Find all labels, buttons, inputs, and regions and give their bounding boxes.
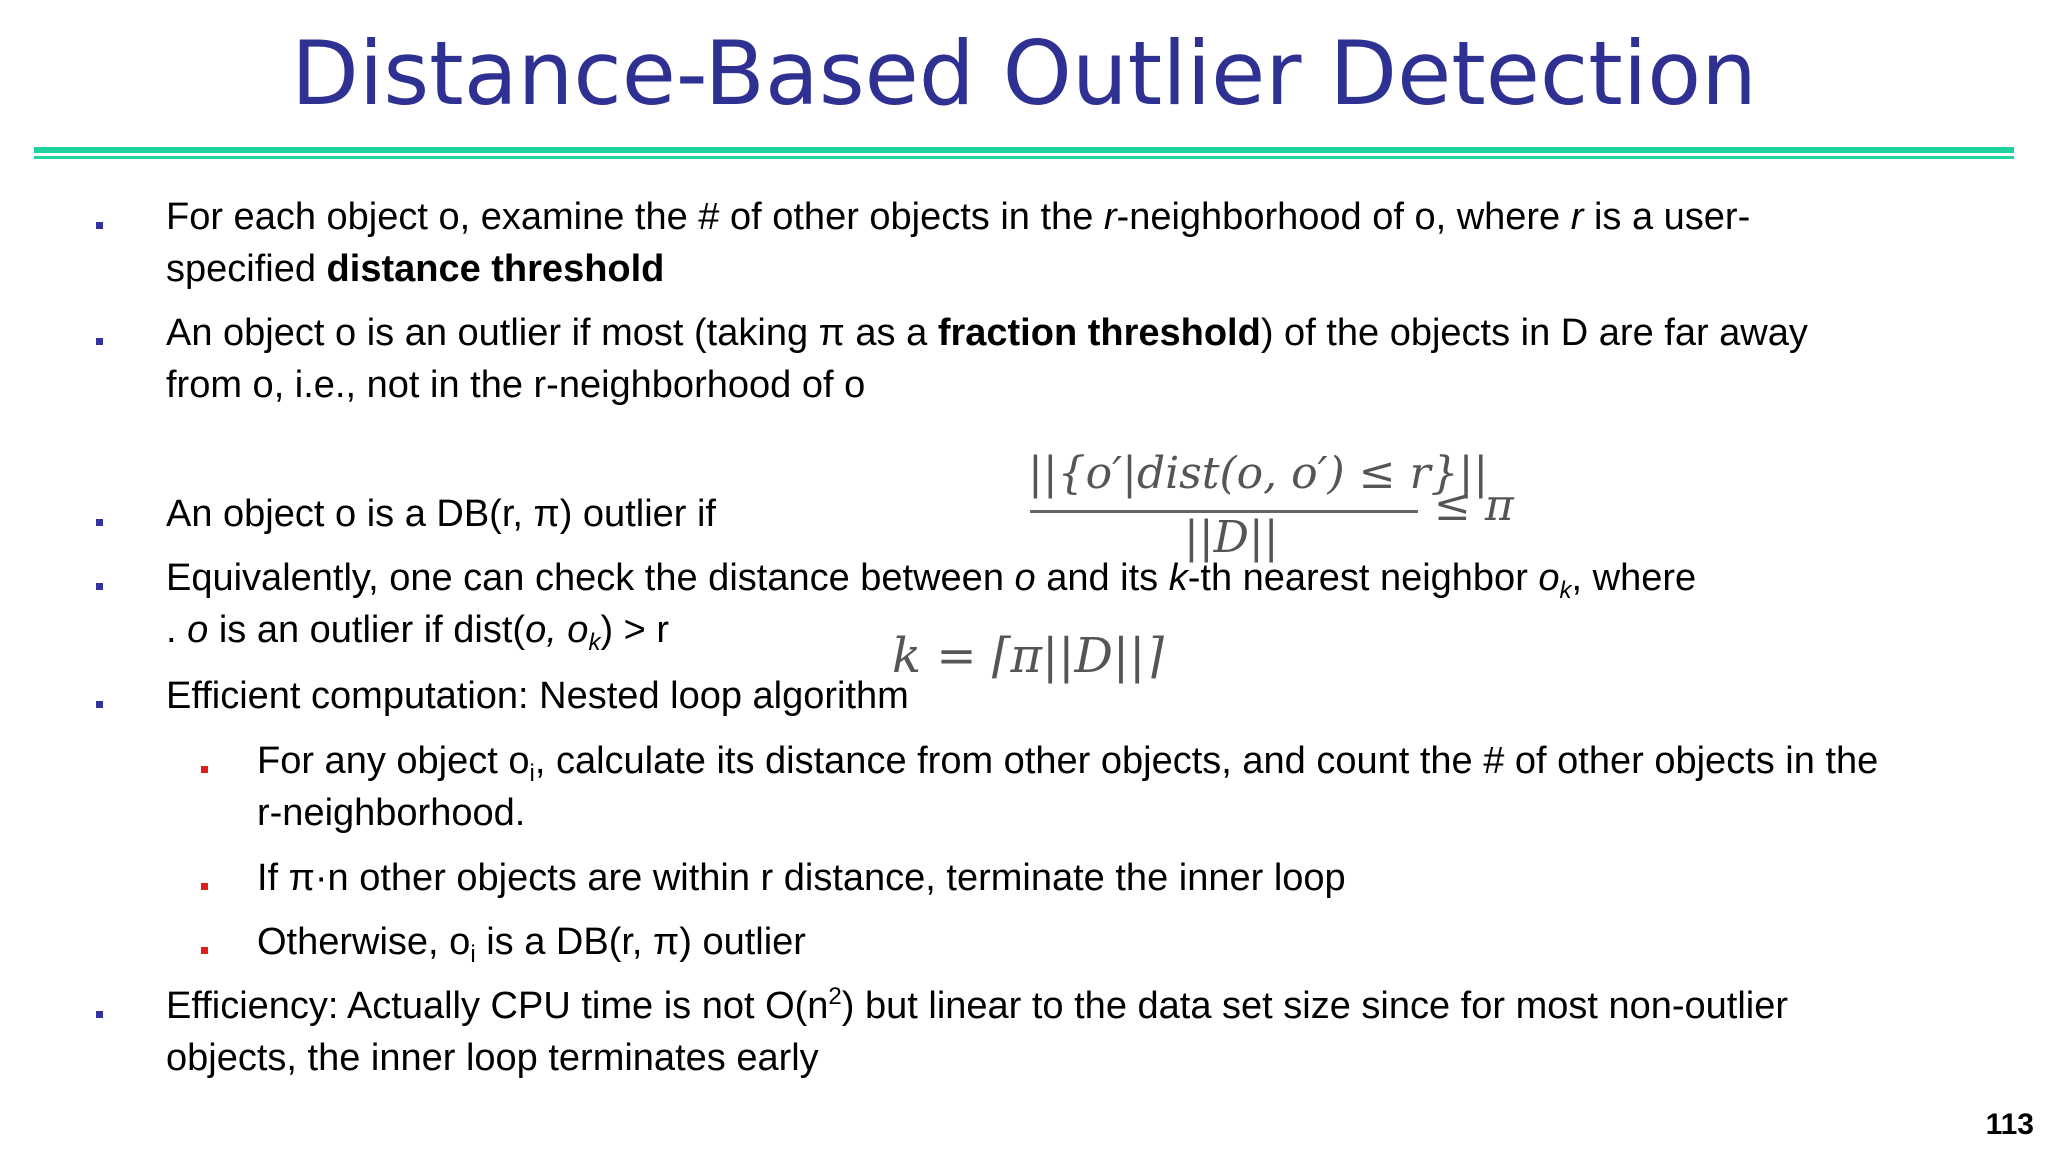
- formula-denominator: ||D||: [1184, 512, 1279, 563]
- bullet-2-line-1: An object o is an outlier if most (taking π as a fraction threshold) of the objects in D are far away: [166, 312, 1808, 354]
- bullet-2-line-2: from o, i.e., not in the r-neighborhood of o: [166, 364, 866, 406]
- bullet-marker: [96, 701, 103, 708]
- bullet-3-line-1: An object o is a DB(r, π) outlier if: [166, 493, 716, 535]
- bullet-marker: [96, 519, 103, 526]
- bullet-6-line-1: Efficiency: Actually CPU time is not $O(n^2)$ but linear to the data set size since for most non-outlier: [166, 983, 1789, 1027]
- bullet-4-line-1: Equivalently, one can check the distance between o and its k-th nearest neighbor $o_k$, where: [166, 557, 1697, 604]
- sub-bullet-marker: [201, 947, 208, 954]
- sub-bullet-1-line-1: For any object $o_i$, calculate its distance from other objects, and count the # of other objects in the: [257, 740, 1879, 787]
- bullet-4-line-2: . o is an outlier if dist(o, $o_k) > r$: [166, 609, 670, 656]
- page-number: 113: [1985, 1108, 2034, 1141]
- bullet-1-line-2: specified distance threshold: [166, 248, 665, 290]
- sub-bullet-marker: [201, 766, 208, 773]
- bullet-marker: [96, 1011, 103, 1018]
- sub-bullet-2-line-1: If π·n other objects are within r distance, terminate the inner loop: [257, 857, 1346, 899]
- bullet-marker: [96, 338, 103, 345]
- slide-title: Distance-Based Outlier Detection: [291, 22, 1757, 125]
- k-formula: k = ⌈π||D||⌉: [892, 628, 1164, 684]
- title-divider-thin: [34, 156, 2014, 159]
- bullet-marker: [96, 222, 103, 229]
- bullet-5-line-1: Efficient computation: Nested loop algorithm: [166, 675, 909, 717]
- bullet-marker: [96, 583, 103, 590]
- sub-bullet-3-line-1: Otherwise, $o_i$ is a DB(r, π) outlier: [257, 921, 806, 968]
- sub-bullet-1-line-2: r-neighborhood.: [257, 792, 526, 834]
- sub-bullet-marker: [201, 883, 208, 890]
- bullet-6-line-2: objects, the inner loop terminates early: [166, 1037, 819, 1079]
- bullet-1-line-1: For each object o, examine the # of other objects in the r-neighborhood of o, where r is a user-: [166, 196, 1751, 238]
- formula-relation: ≤ π: [1434, 480, 1514, 531]
- title-divider: [34, 147, 2014, 153]
- formula-numerator: ||{o′|dist(o, o′) ≤ r}||: [1028, 448, 1489, 499]
